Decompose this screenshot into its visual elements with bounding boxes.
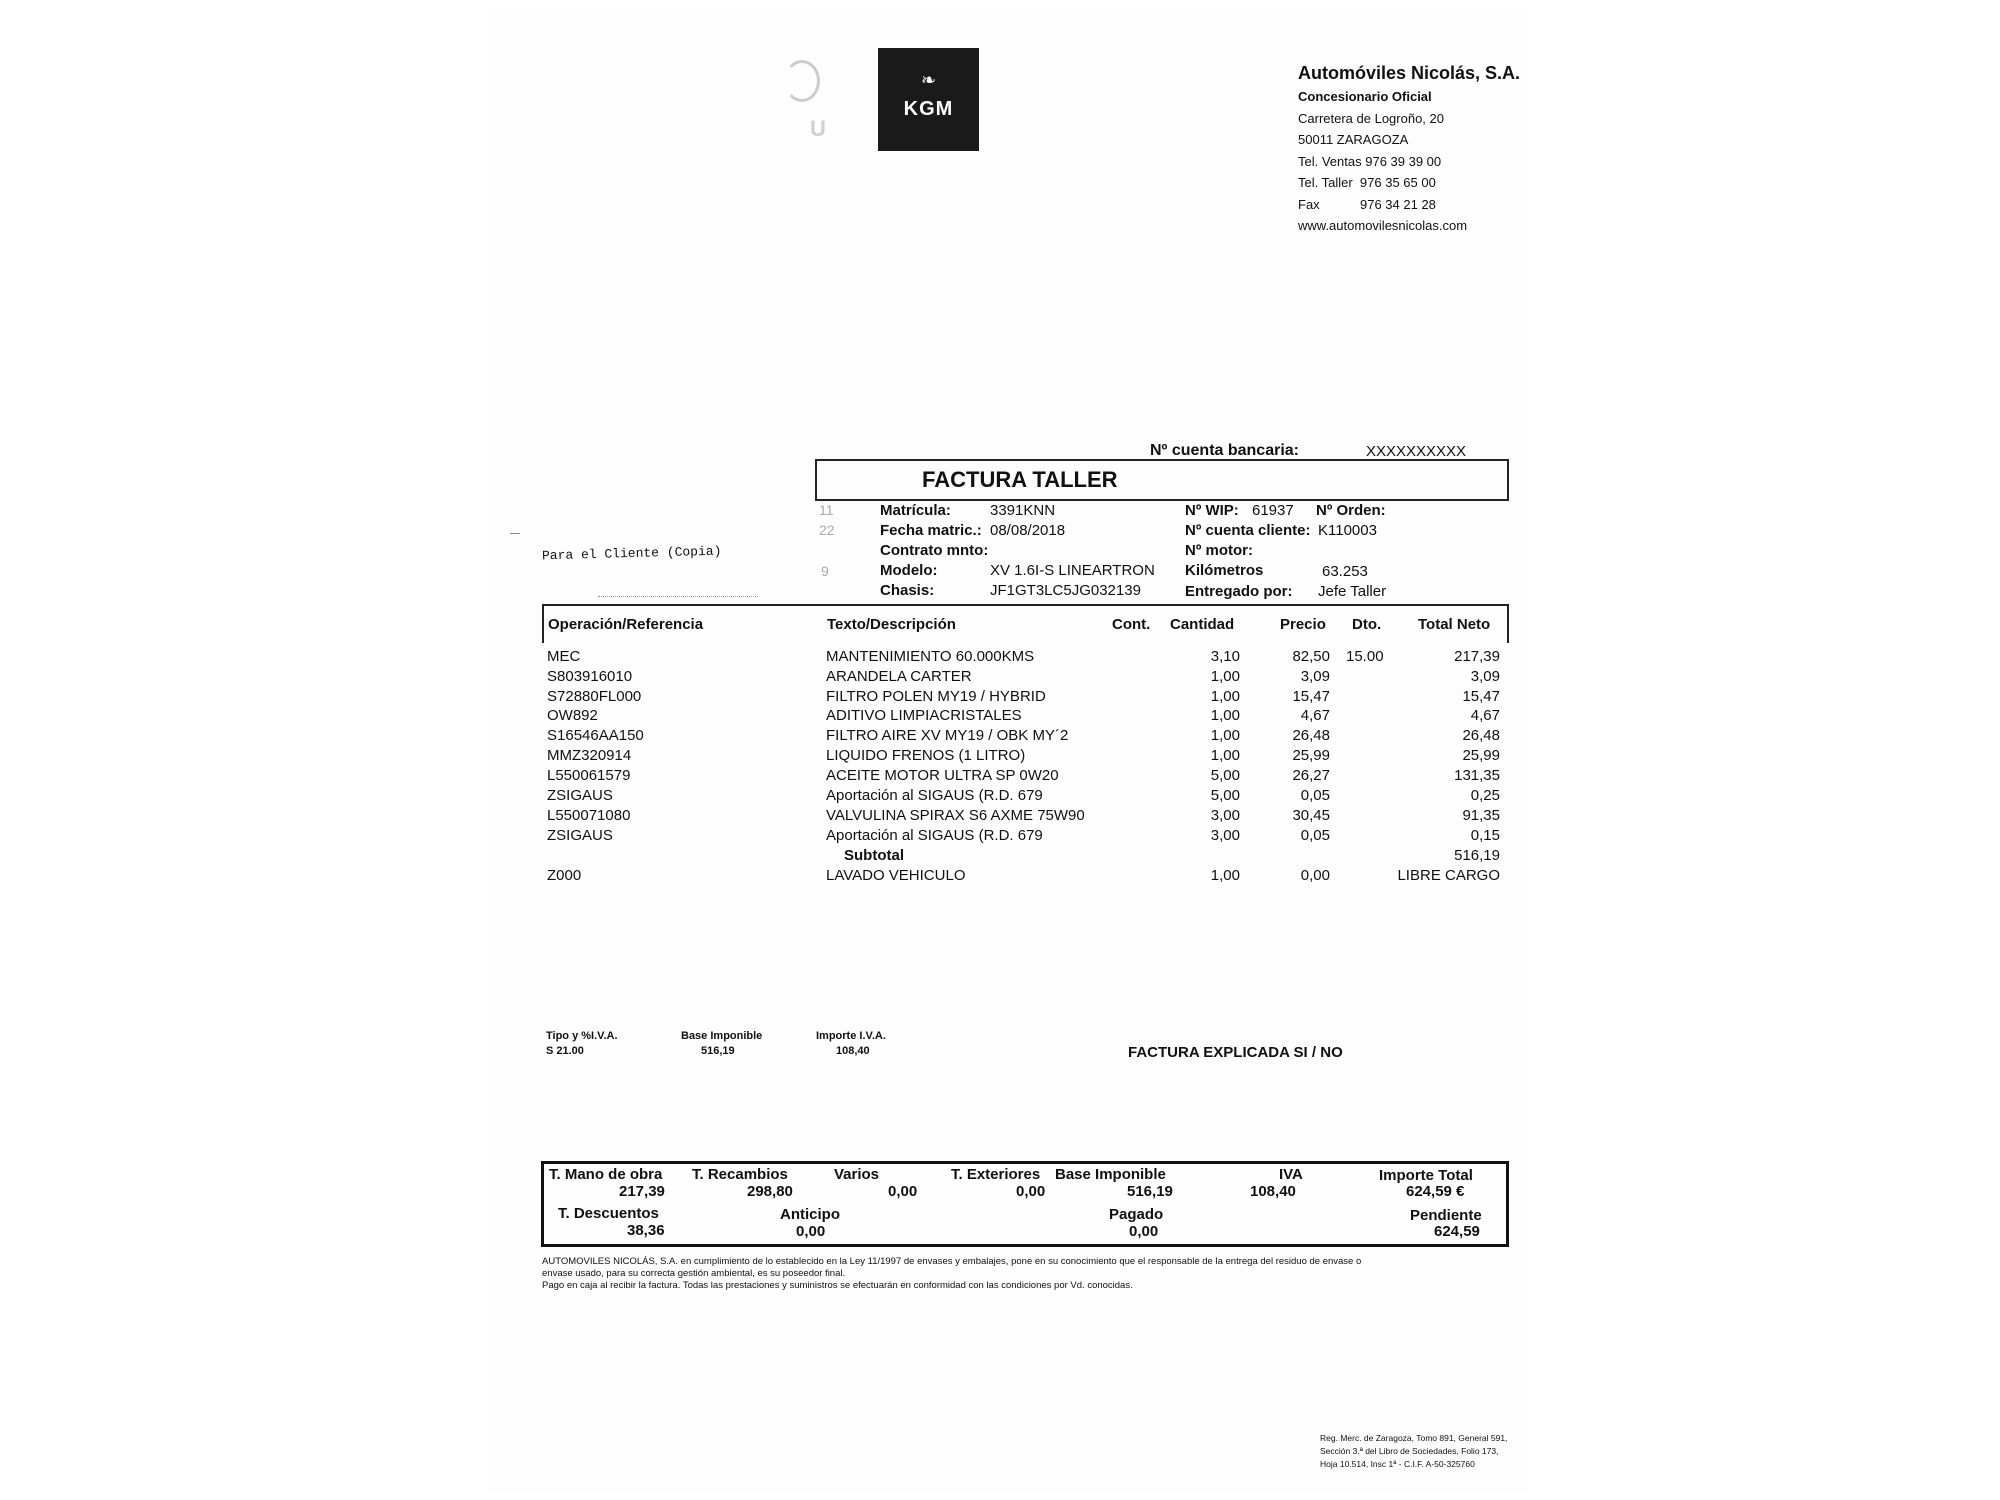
pendiente-value: 624,59 (1434, 1223, 1480, 1240)
cell-ref: S16546AA150 (547, 727, 644, 744)
legal-line-1: AUTOMOVILES NICOLÁS, S.A. en cumplimiento de lo establecido en la Ley 11/1997 de envases y embalajes, pone en su conocimiento que el responsable de la entrega del residuo de envase o (542, 1256, 1362, 1267)
cell-cant: 3,00 (1210, 807, 1240, 824)
extra-cant: 1,00 (1210, 867, 1240, 884)
tel-ventas-label: Tel. Ventas (1298, 153, 1362, 169)
cell-desc: ACEITE MOTOR ULTRA SP 0W20 (826, 767, 1059, 784)
tel-ventas-line (1298, 151, 1520, 173)
iva-tipo-value: S 21.00 (546, 1045, 584, 1057)
varios-value: 0,00 (888, 1183, 918, 1200)
company-city: 50011 ZARAGOZA (1298, 132, 1409, 147)
cuenta-cliente-label: Nº cuenta cliente: (1185, 522, 1311, 539)
cell-ref: S803916010 (547, 668, 633, 685)
registry-line-3: Hoja 10.514, Insc 1ª - C.I.F. A-50-325760 (1320, 1459, 1475, 1469)
table-row (0, 827, 2000, 847)
base-value: 516,19 (1127, 1183, 1173, 1200)
cell-ref: ZSIGAUS (547, 827, 613, 844)
cell-desc: FILTRO POLEN MY19 / HYBRID (826, 688, 1046, 705)
legal-line-2: envase usado, para su correcta gestión ambiental, es su poseedor final. (542, 1268, 846, 1279)
cell-total: 0,25 (1470, 787, 1500, 804)
cell-ref: MEC (547, 648, 581, 665)
varios-label: Varios (834, 1166, 880, 1183)
cell-cant: 5,00 (1210, 767, 1240, 784)
importe-total-value: 624,59 € (1406, 1183, 1465, 1200)
cell-desc: Aportación al SIGAUS (R.D. 679 (826, 787, 1043, 804)
fragment-2: 22 (819, 522, 835, 538)
cell-ref: ZSIGAUS (547, 787, 613, 804)
cell-total: 3,09 (1470, 668, 1500, 685)
cell-total: 91,35 (1462, 807, 1500, 824)
extra-total: LIBRE CARGO (1397, 867, 1500, 884)
registry-info (1320, 1432, 1507, 1471)
cell-ref: L550061579 (547, 767, 631, 784)
exteriores-label: T. Exteriores (951, 1166, 1041, 1183)
bank-account-label: Nº cuenta bancaria: (1150, 442, 1299, 459)
invoice-title: FACTURA TALLER (922, 467, 1118, 492)
cell-total: 0,15 (1470, 827, 1500, 844)
kgm-logo-text: KGM (903, 98, 954, 120)
cell-desc: ADITIVO LIMPIACRISTALES (826, 707, 1022, 724)
cell-cant: 1,00 (1210, 727, 1240, 744)
cell-desc: VALVULINA SPIRAX S6 AXME 75W90 (826, 807, 1085, 824)
cell-total: 131,35 (1454, 767, 1500, 784)
legal-line-3: Pago en caja al recibir la factura. Todas las prestaciones y suministros se efectuarán en conformidad con las condiciones por Vd. conocidas. (542, 1280, 1133, 1291)
cell-precio: 82,50 (1292, 648, 1330, 665)
mano-obra-label: T. Mano de obra (549, 1166, 663, 1183)
fax-line (1298, 194, 1520, 216)
extra-ref: Z000 (547, 867, 582, 884)
fecha-label: Fecha matric.: (880, 522, 982, 539)
cell-cant: 1,00 (1210, 688, 1240, 705)
table-row (0, 707, 2000, 727)
extra-desc: LAVADO VEHICULO (826, 867, 966, 884)
pendiente-label: Pendiente (1410, 1207, 1482, 1224)
cell-total: 15,47 (1462, 688, 1500, 705)
company-name: Automóviles Nicolás, S.A. (1298, 63, 1521, 83)
table-row (0, 727, 2000, 747)
header-precio: Precio (1280, 616, 1326, 633)
cell-precio: 26,48 (1292, 727, 1330, 744)
matricula-label: Matrícula: (880, 502, 951, 519)
cell-precio: 15,47 (1292, 688, 1330, 705)
modelo-value: XV 1.6I-S LINEARTRON (990, 562, 1155, 579)
descuentos-label: T. Descuentos (558, 1205, 659, 1222)
extra-precio: 0,00 (1300, 867, 1330, 884)
iva-base-value: 516,19 (701, 1045, 735, 1057)
table-row (0, 747, 2000, 767)
invoice-title-box (815, 459, 1509, 501)
wip-value: 61937 (1252, 502, 1294, 519)
subtotal-value: 516,19 (1454, 847, 1500, 864)
header-total: Total Neto (1418, 616, 1491, 633)
iva-tipo-label: Tipo y %I.V.A. (546, 1030, 618, 1042)
modelo-label: Modelo: (880, 562, 938, 579)
header-ref: Operación/Referencia (548, 616, 704, 633)
registry-line-1: Reg. Merc. de Zaragoza, Tomo 891, General 591, (1320, 1433, 1508, 1443)
cell-ref: L550071080 (547, 807, 631, 824)
copy-note-underline (598, 596, 758, 597)
exteriores-value: 0,00 (1016, 1183, 1046, 1200)
cell-total: 4,67 (1470, 707, 1500, 724)
recambios-value: 298,80 (747, 1183, 793, 1200)
header-dto: Dto. (1352, 616, 1382, 633)
cell-desc: Aportación al SIGAUS (R.D. 679 (826, 827, 1043, 844)
table-row (0, 807, 2000, 827)
company-subtitle: Concesionario Oficial (1298, 89, 1432, 104)
header-cont: Cont. (1112, 616, 1151, 633)
table-row (0, 767, 2000, 787)
iva-base-label: Base Imponible (681, 1030, 763, 1042)
fecha-value: 08/08/2018 (990, 522, 1066, 539)
cell-desc: MANTENIMIENTO 60.000KMS (826, 648, 1035, 665)
cell-desc: ARANDELA CARTER (826, 668, 972, 685)
base-label: Base Imponible (1055, 1166, 1166, 1183)
subtotal-label: Subtotal (844, 847, 904, 864)
cell-precio: 26,27 (1292, 767, 1330, 784)
km-value: 63.253 (1322, 563, 1368, 580)
company-web: www.automovilesnicolas.com (1298, 218, 1468, 233)
cell-precio: 3,09 (1300, 668, 1330, 685)
cell-precio: 0,05 (1300, 787, 1330, 804)
cuenta-cliente-value: K110003 (1318, 522, 1377, 539)
pagado-value: 0,00 (1129, 1223, 1159, 1240)
registry-line-2: Sección 3.ª del Libro de Sociedades, Folio 173, (1320, 1446, 1499, 1456)
anticipo-value: 0,00 (796, 1223, 826, 1240)
cell-cant: 1,00 (1210, 747, 1240, 764)
fragment-1: 11 (819, 502, 834, 518)
orden-label: Nº Orden: (1316, 502, 1386, 519)
cell-desc: LIQUIDO FRENOS (1 LITRO) (826, 747, 1026, 764)
table-row (0, 688, 2000, 708)
cell-ref: S72880FL000 (547, 688, 642, 705)
tel-taller-label: Tel. Taller (1298, 175, 1353, 190)
anticipo-label: Anticipo (780, 1206, 840, 1223)
chasis-value: JF1GT3LC5JG032139 (990, 582, 1141, 599)
fax-label: Fax (1298, 196, 1320, 212)
faded-brand-fragment: U (810, 116, 826, 141)
cell-desc: FILTRO AIRE XV MY19 / OBK MY´2 (826, 727, 1069, 744)
iva-importe-label: Importe I.V.A. (816, 1030, 886, 1042)
fragment-3: 9 (821, 563, 829, 579)
recambios-label: T. Recambios (692, 1166, 788, 1183)
factura-explicada: FACTURA EXPLICADA SI / NO (1128, 1044, 1343, 1061)
cell-total: 25,99 (1462, 747, 1500, 764)
company-address: Carretera de Logroño, 20 (1298, 110, 1444, 126)
tel-ventas-value: 976 39 39 00 (1365, 153, 1442, 169)
fax-value: 976 34 21 28 (1360, 196, 1436, 212)
matricula-value: 3391KNN (990, 502, 1056, 519)
cell-precio: 0,05 (1300, 827, 1330, 844)
iva-label: IVA (1279, 1166, 1303, 1183)
totals-box (541, 1161, 1509, 1247)
header-desc: Texto/Descripción (827, 616, 956, 633)
cell-ref: MMZ320914 (547, 747, 632, 764)
cell-ref: OW892 (547, 707, 598, 724)
iva-value: 108,40 (1250, 1183, 1296, 1200)
wip-label: Nº WIP: (1185, 502, 1239, 519)
contrato-label: Contrato mnto: (880, 542, 989, 559)
cell-precio: 25,99 (1292, 747, 1330, 764)
motor-label: Nº motor: (1185, 542, 1253, 559)
km-label: Kilómetros (1185, 562, 1264, 579)
cell-total: 26,48 (1462, 727, 1500, 744)
iva-importe-value: 108,40 (836, 1045, 870, 1057)
legal-notice (542, 1256, 1361, 1292)
company-block (1298, 60, 1520, 237)
descuentos-value: 38,36 (627, 1222, 665, 1239)
table-row (0, 648, 2000, 668)
cell-cant: 3,10 (1210, 648, 1240, 665)
entregado-value: Jefe Taller (1318, 583, 1387, 600)
table-row (0, 787, 2000, 807)
table-row (0, 668, 2000, 688)
cell-cant: 1,00 (1210, 707, 1240, 724)
mano-obra-value: 217,39 (619, 1183, 665, 1200)
extra-row (0, 867, 2000, 887)
tel-taller-line (1298, 172, 1520, 194)
cell-precio: 4,67 (1300, 707, 1330, 724)
tel-taller-value: 976 35 65 00 (1359, 175, 1436, 190)
margin-mark (510, 533, 520, 534)
header-cant: Cantidad (1170, 616, 1235, 633)
cell-total: 217,39 (1454, 648, 1500, 665)
entregado-label: Entregado por: (1185, 583, 1293, 600)
bank-account-value: XXXXXXXXXX (1366, 443, 1467, 460)
kgm-logo (878, 48, 979, 151)
table-header (542, 604, 1509, 643)
importe-total-label: Importe Total (1379, 1167, 1473, 1184)
copy-note: Para el Cliente (Copia) (541, 543, 722, 564)
kgm-emblem-icon: ❧ (920, 70, 937, 90)
cell-dto: 15.00 (1346, 648, 1384, 665)
cell-cant: 1,00 (1210, 668, 1240, 685)
cell-cant: 3,00 (1210, 827, 1240, 844)
chasis-label: Chasis: (880, 582, 935, 599)
cell-precio: 30,45 (1292, 807, 1330, 824)
cell-cant: 5,00 (1210, 787, 1240, 804)
pagado-label: Pagado (1109, 1206, 1164, 1223)
subtotal-row (0, 847, 2000, 867)
faded-brand-logo-icon (784, 60, 820, 102)
